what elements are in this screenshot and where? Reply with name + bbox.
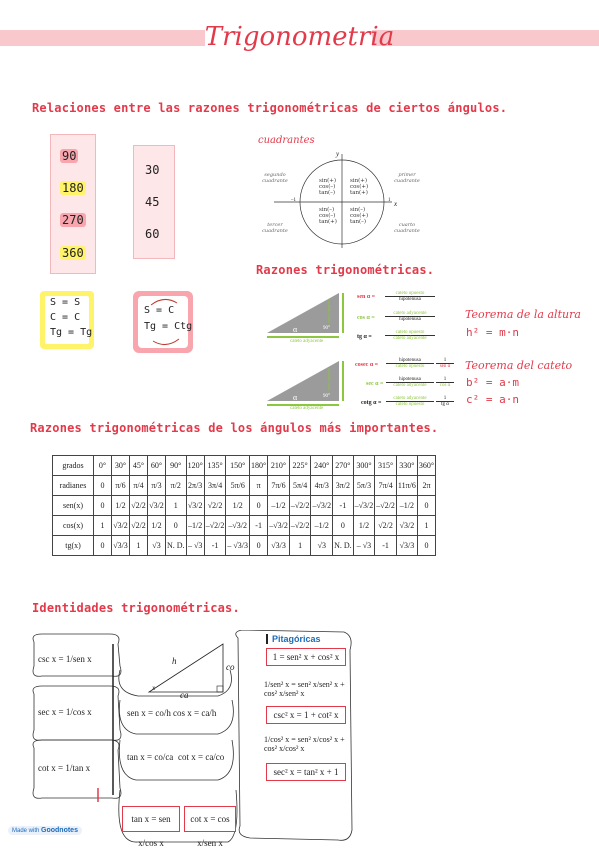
table-cell-sen: 1 <box>166 496 187 516</box>
tri-co: co <box>226 662 235 672</box>
table-row-sen <box>53 496 436 516</box>
table-cell-cos: 1 <box>94 516 112 536</box>
table-cell-tg: √3/3 <box>112 536 130 556</box>
table-cell-sen: –√3/2 <box>353 496 375 516</box>
t2-opp: cateto opuesto <box>326 368 331 391</box>
table-cell-tg: 0 <box>417 536 435 556</box>
table-cell-radianes: π <box>250 476 268 496</box>
t2-cotg: cotg α = <box>361 400 382 406</box>
t1-right: 90° <box>323 326 330 331</box>
t2-right: 90° <box>323 394 330 399</box>
table-cell-radianes: 3π/4 <box>204 476 226 496</box>
footer-brand: Goodnotes <box>41 827 78 834</box>
table-cell-grados: 180° <box>250 456 268 476</box>
pitagoricas-p2: 1/sen² x = sen² x/sen² x + cos² x/sen² x <box>264 680 345 698</box>
t2-sec: sec α = <box>366 381 384 387</box>
table-cell-tg: √3/3 <box>396 536 417 556</box>
table-cell-radianes: π/3 <box>148 476 166 496</box>
table-row-label: tg(x) <box>53 536 94 556</box>
table-row-label: radianes <box>53 476 94 496</box>
q1-signs: sin(+) cos(+) tan(+) <box>350 178 369 196</box>
t2-cosec-frac: hipotenusa cateto opuesto <box>386 358 434 369</box>
table-cell-radianes: 7π/6 <box>268 476 290 496</box>
teorema-altura-title: Teorema de la altura <box>465 308 581 321</box>
table-cell-radianes: 5π/6 <box>226 476 250 496</box>
tri-ca: ca <box>180 690 189 700</box>
t2-adj: cateto adyacente <box>290 406 324 411</box>
angle-270: 270 <box>62 213 84 227</box>
table-cell-grados: 45° <box>130 456 148 476</box>
pitagoricas-p5: sec² x = tan² x + 1 <box>266 763 346 781</box>
pitagoricas-label: Pitagóricas <box>266 634 321 644</box>
table-cell-sen: √2/2 <box>130 496 148 516</box>
table-cell-tg: -1 <box>375 536 397 556</box>
section-identidades: Identidades trigonométricas. <box>32 601 240 615</box>
table-cell-tg: 0 <box>94 536 112 556</box>
table-cell-sen: –√2/2 <box>289 496 311 516</box>
quadrant-third: tercer cuadrante <box>262 222 288 234</box>
right-triangle-icon <box>145 640 235 700</box>
table-cell-radianes: 11π/6 <box>396 476 417 496</box>
table-cell-cos: 1/2 <box>148 516 166 536</box>
q3-signs: sin(–) cos(–) tan(+) <box>319 207 337 225</box>
table-cell-grados: 150° <box>226 456 250 476</box>
table-cell-cos: –√2/2 <box>204 516 226 536</box>
unit-circle-diagram <box>258 150 408 250</box>
teorema-cateto-title: Teorema del cateto <box>465 359 573 372</box>
table-cell-grados: 270° <box>333 456 354 476</box>
table-cell-grados: 240° <box>311 456 333 476</box>
t1-sen: sen α = <box>357 294 376 300</box>
t2-cotg-frac: cateto adyacente cateto opuesto <box>386 396 434 407</box>
table-cell-cos: 0 <box>333 516 354 536</box>
table-row-label: grados <box>53 456 94 476</box>
q4-signs: sin(–) cos(+) tan(–) <box>350 207 369 225</box>
relation-1-line3: Tg = Tg <box>50 327 93 338</box>
table-cell-sen: 1/2 <box>112 496 130 516</box>
section-importantes: Razones trigonométricas de los ángulos más importantes. <box>30 421 439 435</box>
angle-30: 30 <box>145 163 160 177</box>
pitagoricas-p3: csc² x = 1 + cot² x <box>266 706 346 724</box>
table-cell-grados: 330° <box>396 456 417 476</box>
table-cell-radianes: π/2 <box>166 476 187 496</box>
table-cell-radianes: 5π/4 <box>289 476 311 496</box>
t1-hyp: hipotenusa <box>287 297 309 312</box>
table-cell-grados: 0° <box>94 456 112 476</box>
footer-made: Made with <box>12 828 40 834</box>
goodnotes-badge <box>8 826 82 835</box>
table-cell-radianes: 2π <box>417 476 435 496</box>
t2-sec-frac: hipotenusa cateto adyacente <box>386 377 434 388</box>
angle-360: 360 <box>62 246 84 260</box>
q2-signs: sin(+) cos(–) tan(–) <box>319 178 337 196</box>
table-cell-sen: –1/2 <box>268 496 290 516</box>
table-cell-grados: 60° <box>148 456 166 476</box>
table-cell-cos: √3/2 <box>112 516 130 536</box>
table-cell-radianes: π/6 <box>112 476 130 496</box>
angle-60: 60 <box>145 227 160 241</box>
pitagoricas-p1: 1 = sen² x + cos² x <box>266 648 346 666</box>
table-cell-radianes: 0 <box>94 476 112 496</box>
table-cell-cos: 1 <box>417 516 435 536</box>
table-cell-tg: 1 <box>289 536 311 556</box>
table-cell-sen: –√3/2 <box>311 496 333 516</box>
quadrant-fourth: cuarto cuadrante <box>394 222 420 234</box>
table-cell-grados: 210° <box>268 456 290 476</box>
table-cell-grados: 300° <box>353 456 375 476</box>
pitagoricas-p4: 1/cos² x = sen² x/cos² x + cos² x/cos² x <box>264 735 345 753</box>
t1-tg-frac: cateto opuesto cateto adyacente <box>385 330 435 341</box>
table-cell-tg: N. D. <box>166 536 187 556</box>
relation-2-line2: Tg = Ctg <box>144 321 193 332</box>
table-row-radianes <box>53 476 436 496</box>
table-cell-sen: √2/2 <box>204 496 226 516</box>
identity-cot: cot x = 1/tan x <box>38 763 91 773</box>
table-cell-sen: 1/2 <box>226 496 250 516</box>
table-cell-sen: √3/2 <box>186 496 204 516</box>
table-cell-tg: 0 <box>250 536 268 556</box>
t2-alpha: α <box>293 393 298 402</box>
angle-45: 45 <box>145 195 160 209</box>
table-cell-tg: √3 <box>148 536 166 556</box>
quadrants-label: cuadrantes <box>258 135 315 146</box>
table-cell-tg: – √3 <box>353 536 375 556</box>
section-razones: Razones trigonométricas. <box>256 263 435 277</box>
tri-h: h <box>172 656 177 666</box>
table-cell-cos: –√3/2 <box>268 516 290 536</box>
identity-tanx: tan x = co/ca <box>127 752 174 762</box>
t1-alpha: α <box>293 325 298 334</box>
t2-sec-r: 1 cos α <box>436 377 454 388</box>
table-cell-grados: 225° <box>289 456 311 476</box>
t1-cos: cos α = <box>357 315 375 321</box>
identity-cotx: cot x = ca/co <box>178 752 225 762</box>
table-cell-cos: –1/2 <box>186 516 204 536</box>
t1-sen-frac: cateto opuesto hipotenusa <box>385 291 435 302</box>
t2-cosec-r: 1 sen α <box>436 358 454 369</box>
table-cell-grados: 90° <box>166 456 187 476</box>
table-cell-radianes: 2π/3 <box>186 476 204 496</box>
table-row-grados <box>53 456 436 476</box>
table-cell-tg: √3 <box>311 536 333 556</box>
table-cell-radianes: 5π/3 <box>353 476 375 496</box>
table-cell-grados: 315° <box>375 456 397 476</box>
relation-box-1 <box>40 291 94 349</box>
table-cell-grados: 30° <box>112 456 130 476</box>
relation-2-line1: S = C <box>144 305 175 316</box>
tan-box: tan x = sen x/cos x <box>122 806 180 832</box>
table-cell-radianes: 3π/2 <box>333 476 354 496</box>
trig-values-table <box>52 455 436 556</box>
identity-sec: sec x = 1/cos x <box>38 707 92 717</box>
table-cell-cos: √2/2 <box>130 516 148 536</box>
cot-box: cot x = cos x/sen x <box>184 806 236 832</box>
table-cell-cos: 0 <box>166 516 187 536</box>
table-cell-grados: 120° <box>186 456 204 476</box>
table-cell-cos: –√2/2 <box>289 516 311 536</box>
curved-arrows-icon <box>141 295 187 349</box>
t1-opp: cateto opuesto <box>326 300 331 323</box>
t2-cosec: cosec α = <box>355 362 379 368</box>
table-cell-tg: -1 <box>204 536 226 556</box>
table-cell-tg: – √3/3 <box>226 536 250 556</box>
axis-y: y <box>336 150 340 158</box>
table-row-label: sen(x) <box>53 496 94 516</box>
angle-180: 180 <box>62 181 84 195</box>
table-cell-radianes: 4π/3 <box>311 476 333 496</box>
table-cell-tg: – √3 <box>186 536 204 556</box>
t2-cotg-r: 1 tg α <box>436 396 454 407</box>
identity-csc: csc x = 1/sen x <box>38 654 92 664</box>
relation-box-2 <box>133 291 193 353</box>
table-cell-radianes: π/4 <box>130 476 148 496</box>
table-cell-tg: 1 <box>130 536 148 556</box>
t2-hyp: hipotenusa <box>287 365 309 380</box>
table-cell-cos: –√3/2 <box>226 516 250 536</box>
section-relaciones: Relaciones entre las razones trigonométricas de ciertos ángulos. <box>32 101 508 115</box>
table-cell-sen: –1/2 <box>396 496 417 516</box>
table-row-label: cos(x) <box>53 516 94 536</box>
teorema-altura-formula: h² = m·n <box>466 326 519 339</box>
t1-tg: tg α = <box>357 334 372 340</box>
teorema-cateto-f2: c² = a·n <box>466 393 519 406</box>
identity-cosx: cos x = ca/h <box>173 708 217 718</box>
t1-cos-frac: cateto adyacente hipotenusa <box>385 311 435 322</box>
teorema-cateto-f1: b² = a·m <box>466 376 519 389</box>
axis-x: x <box>394 200 398 208</box>
angle-90: 90 <box>62 149 77 163</box>
table-cell-sen: –√2/2 <box>375 496 397 516</box>
table-row-tg <box>53 536 436 556</box>
table-cell-cos: -1 <box>250 516 268 536</box>
table-cell-sen: -1 <box>333 496 354 516</box>
quadrant-first: primer cuadrante <box>394 172 420 184</box>
table-cell-cos: –1/2 <box>311 516 333 536</box>
page-title: Trigonometria <box>204 22 395 52</box>
tri-x: x <box>152 684 156 692</box>
table-cell-cos: √2/2 <box>375 516 397 536</box>
table-cell-cos: √3/2 <box>396 516 417 536</box>
table-cell-sen: 0 <box>94 496 112 516</box>
table-cell-cos: 1/2 <box>353 516 375 536</box>
table-row-cos <box>53 516 436 536</box>
table-cell-sen: 0 <box>417 496 435 516</box>
table-cell-grados: 360° <box>417 456 435 476</box>
relation-1-line2: C = C <box>50 312 81 323</box>
table-cell-tg: √3/3 <box>268 536 290 556</box>
t1-adj: cateto adyacente <box>290 339 324 344</box>
quadrant-second: segundo cuadrante <box>262 172 288 184</box>
relation-1-line1: S = S <box>50 297 81 308</box>
table-cell-tg: N. D. <box>333 536 354 556</box>
table-cell-grados: 135° <box>204 456 226 476</box>
axis-one: 1 <box>388 198 391 203</box>
axis-minus-one: –1 <box>291 198 296 203</box>
identity-senx: sen x = co/h <box>127 708 171 718</box>
table-cell-sen: 0 <box>250 496 268 516</box>
table-cell-sen: √3/2 <box>148 496 166 516</box>
table-cell-radianes: 7π/4 <box>375 476 397 496</box>
